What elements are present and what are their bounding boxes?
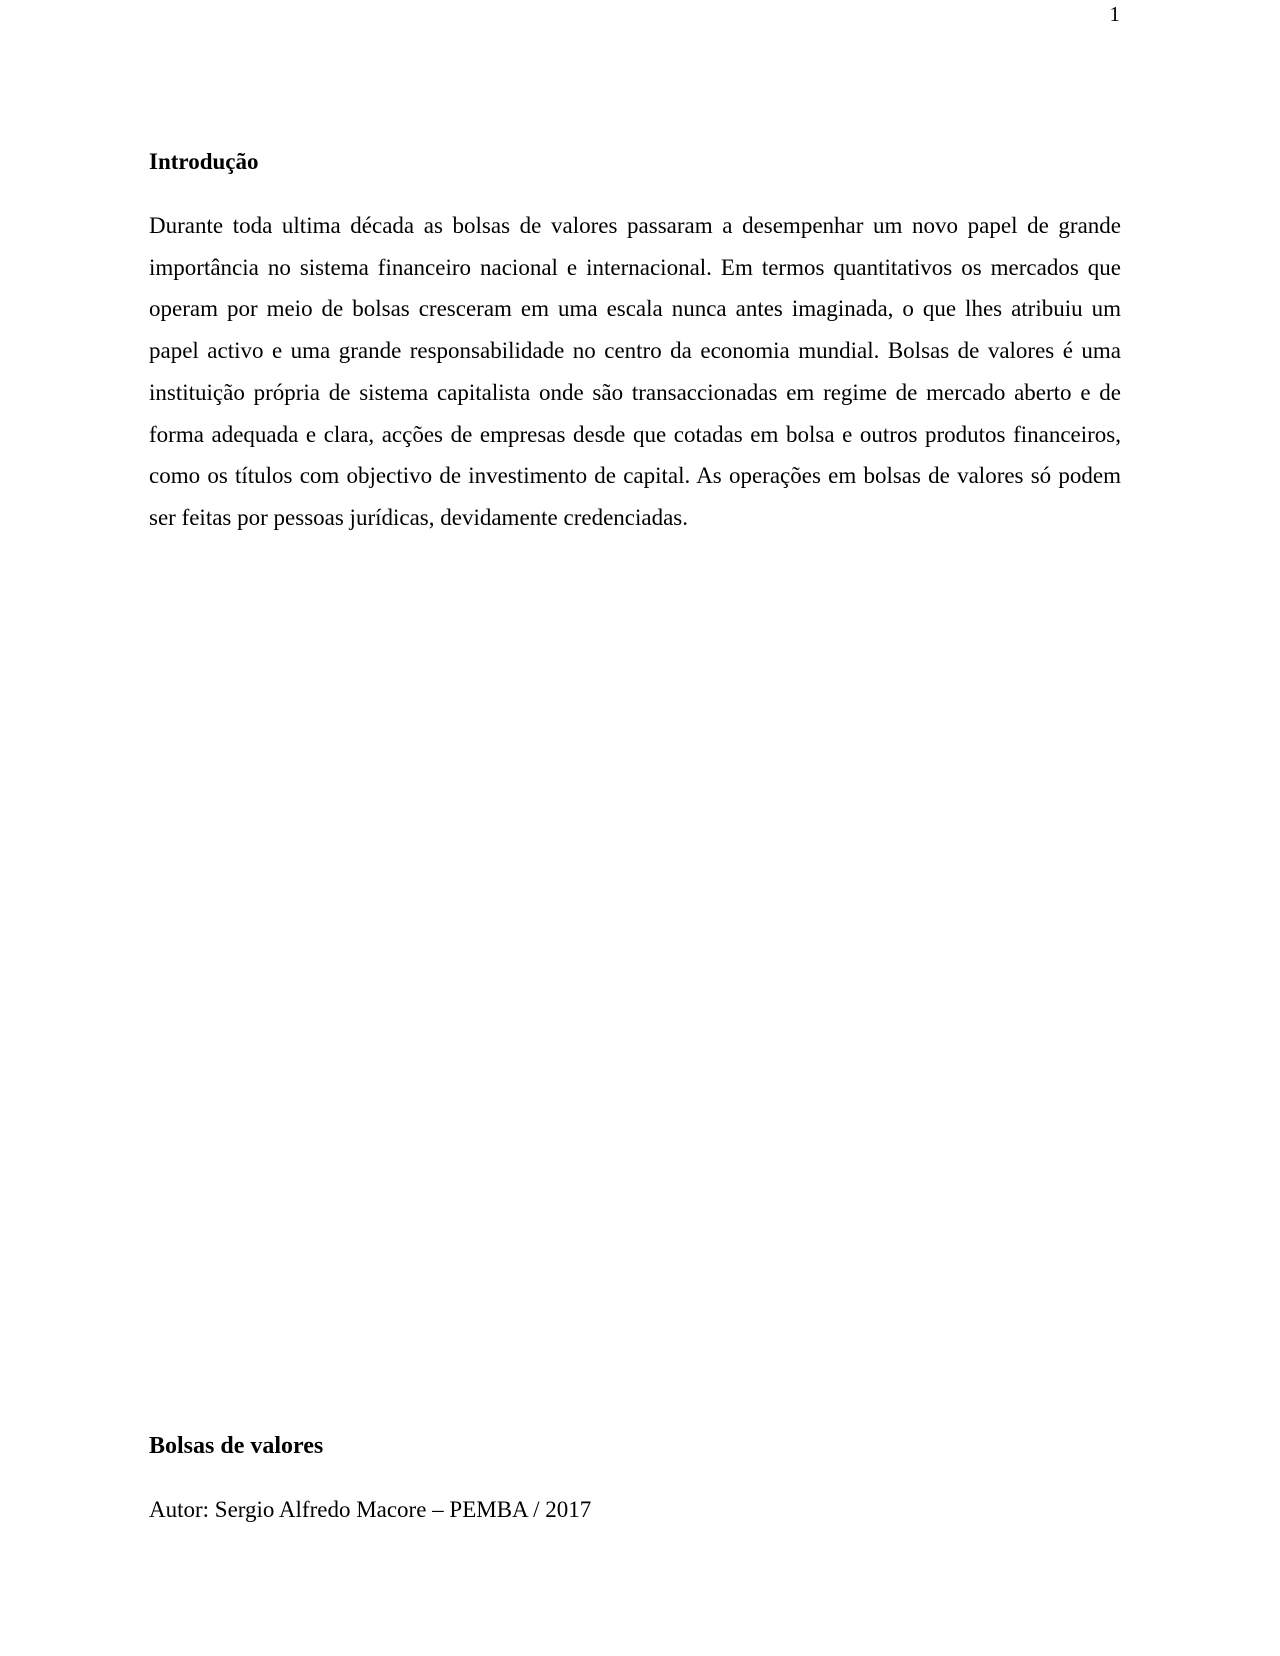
document-title: Bolsas de valores (149, 1433, 324, 1459)
author-line: Autor: Sergio Alfredo Macore – PEMBA / 2017 (149, 1497, 592, 1522)
page-number: 1 (1109, 2, 1120, 26)
introduction-heading: Introdução (149, 149, 259, 174)
introduction-paragraph: Durante toda ultima década as bolsas de valores passaram a desempenhar um novo papel de grande importância no sistema financeiro nacional e internacional. Em termos quantitativos os mercados que operam por meio de bolsas cresceram em uma escala nunca antes imaginada, o que lhes atribuiu um papel activo e uma grande responsabilidade no centro da economia mundial. Bolsas de valores é uma instituição própria de sistema capitalista onde são transaccionadas em regime de mercado aberto e de forma adequada e clara, acções de empresas desde que cotadas em bolsa e outros produtos financeiros, como os títulos com objectivo de investimento de capital. As operações em bolsas de valores só podem ser feitas por pessoas jurídicas, devidamente credenciadas. (149, 213, 1121, 530)
